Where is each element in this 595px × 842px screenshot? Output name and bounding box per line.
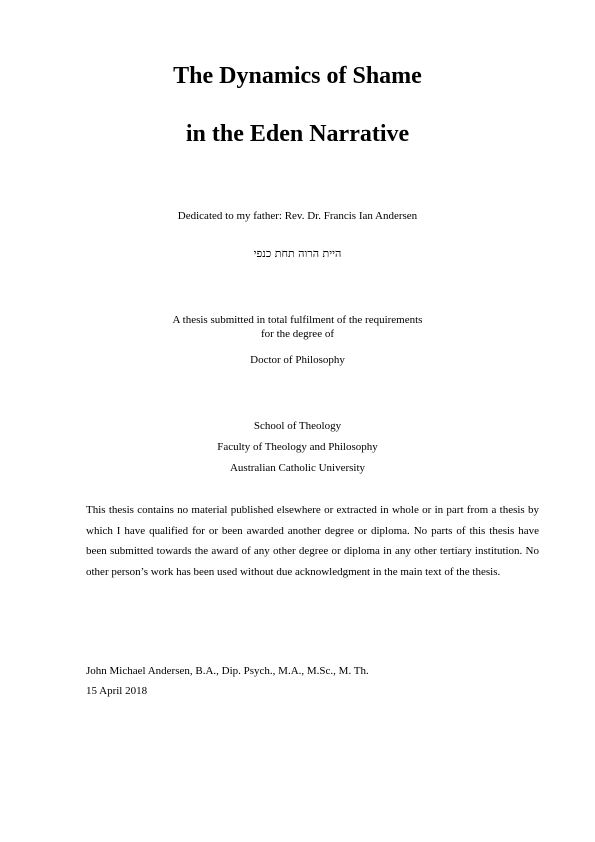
author-name-credentials: John Michael Andersen, B.A., Dip. Psych., M.A., M.Sc., M. Th. <box>86 665 369 677</box>
submission-date: 15 April 2018 <box>86 685 148 697</box>
hebrew-dedication-line: היית הרוה תחת כנפי <box>253 247 342 260</box>
title-line-2: in the Eden Narrative <box>185 121 410 147</box>
hebrew-line-wrapper <box>0 244 595 262</box>
submission-line-1: A thesis submitted in total fulfilment of the requirements <box>172 314 423 326</box>
school-name: School of Theology <box>253 420 342 432</box>
dedication: Dedicated to my father: Rev. Dr. Francis Ian Andersen <box>177 210 418 222</box>
title-line-1: The Dynamics of Shame <box>173 63 422 89</box>
faculty-name: Faculty of Theology and Philosophy <box>217 441 378 453</box>
originality-declaration: This thesis contains no material published elsewhere or extracted in whole or in part from a thesis by which I have qualified for or been awarded another degree or diploma. No parts of this thesis have been submitted towards the award of any other degree or diploma in any other tertiary institution. No other person’s work has been used without due acknowledgment in the main text of the thesis. <box>86 504 539 578</box>
university-name: Australian Catholic University <box>229 462 366 474</box>
submission-line-2: for the degree of <box>261 328 334 340</box>
degree-name: Doctor of Philosophy <box>250 354 345 366</box>
